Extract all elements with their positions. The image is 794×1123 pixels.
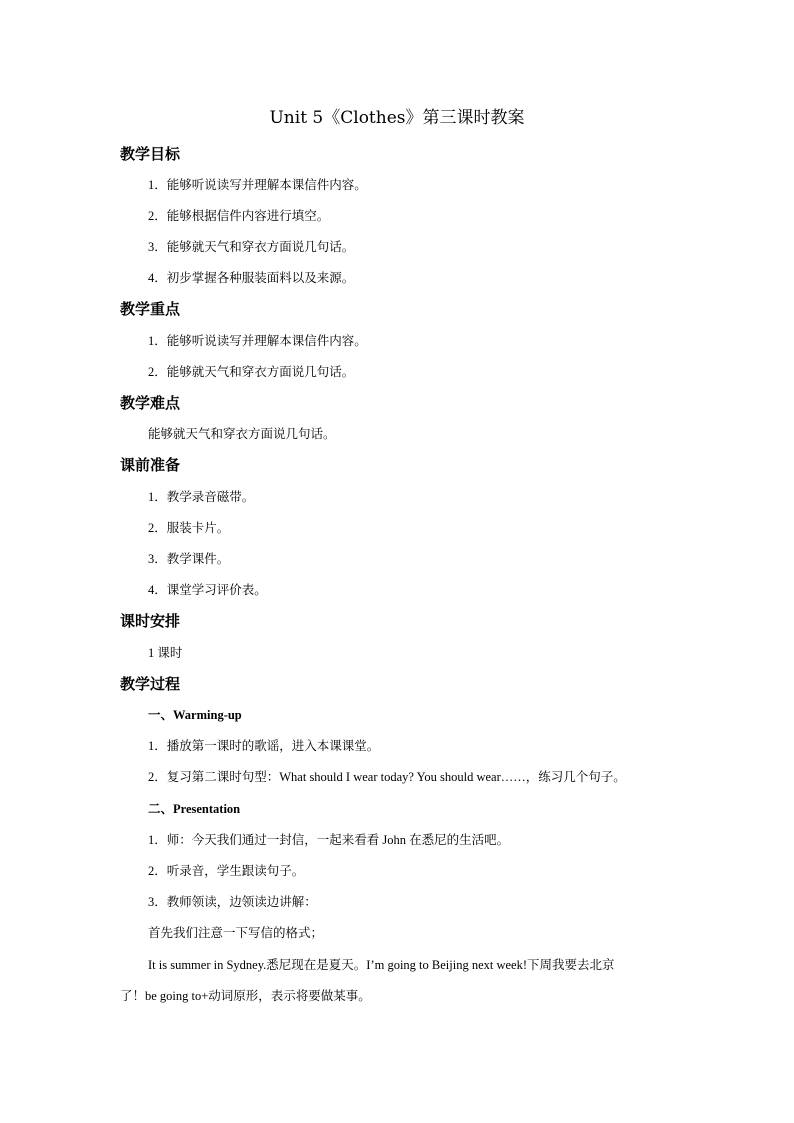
list-item-continuation: 了！be going to+动词原形，表示将要做某事。: [120, 989, 371, 1003]
section-heading-schedule: 课时安排: [120, 612, 181, 630]
list-item: 能够就天气和穿衣方面说几句话。: [148, 427, 336, 441]
list-item: 3．能够就天气和穿衣方面说几句话。: [148, 240, 355, 254]
subsection-heading-presentation: 二、Presentation: [148, 802, 241, 816]
page-title: Unit 5《Clothes》第三课时教案: [269, 108, 525, 128]
list-item: 4．初步掌握各种服装面料以及来源。: [148, 271, 355, 285]
list-item: 4．课堂学习评价表。: [148, 583, 267, 597]
list-item: 3．教师领读，边领读边讲解：: [148, 895, 317, 909]
section-heading-objectives: 教学目标: [120, 145, 181, 163]
list-item: 2．复习第二课时句型：What should I wear today? You should wear……，练习几个句子。: [148, 770, 626, 784]
section-heading-process: 教学过程: [120, 675, 181, 693]
section-heading-key-points: 教学重点: [120, 300, 181, 318]
list-item: 3．教学课件。: [148, 552, 230, 566]
section-heading-preparation: 课前准备: [120, 456, 181, 474]
list-item: 2．能够根据信件内容进行填空。: [148, 209, 330, 223]
list-item: 1．能够听说读写并理解本课信件内容。: [148, 334, 367, 348]
list-item: 2．听录音，学生跟读句子。: [148, 864, 305, 878]
list-item: 1．能够听说读写并理解本课信件内容。: [148, 178, 367, 192]
list-item: 2．服装卡片。: [148, 521, 230, 535]
list-item: It is summer in Sydney.悉尼现在是夏天。I’m going to Beijing next week!下周我要去北京: [148, 958, 615, 972]
section-heading-difficulties: 教学难点: [120, 394, 181, 412]
list-item: 1．教学录音磁带。: [148, 490, 255, 504]
list-item: 1 课时: [148, 646, 183, 660]
list-item: 2．能够就天气和穿衣方面说几句话。: [148, 365, 355, 379]
list-item: 1．师：今天我们通过一封信，一起来看看 John 在悉尼的生活吧。: [148, 833, 510, 847]
subsection-heading-warmup: 一、Warming-up: [148, 708, 242, 722]
list-item: 首先我们注意一下写信的格式；: [148, 926, 324, 940]
list-item: 1．播放第一课时的歌谣，进入本课课堂。: [148, 739, 380, 753]
